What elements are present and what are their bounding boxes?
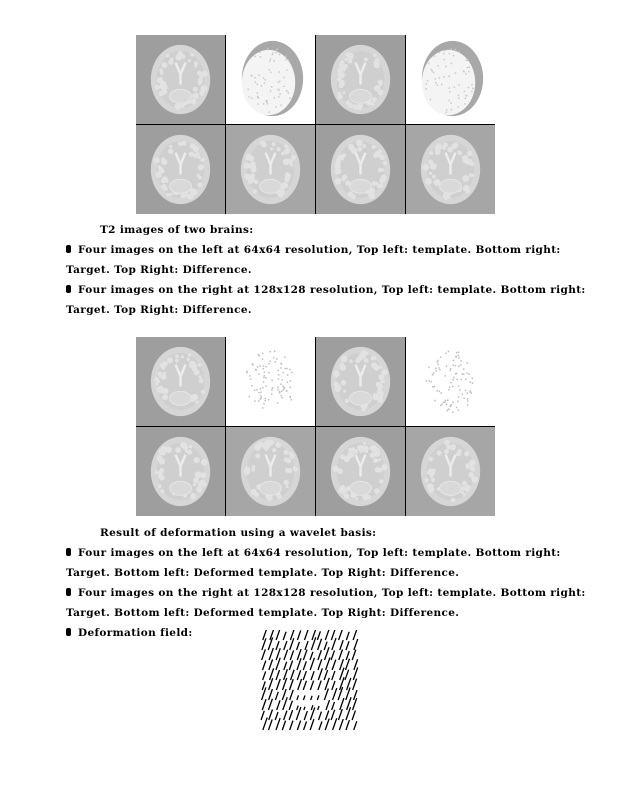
field-vector [282, 689, 286, 700]
field-vector [333, 718, 337, 730]
brain-slice-image [316, 337, 405, 426]
brain-slice-image [226, 125, 315, 214]
field-vector [304, 722, 307, 730]
field-vector [345, 670, 349, 680]
figure2-image-grid [136, 337, 495, 516]
figure1-panel [136, 124, 225, 214]
figure1-panel [315, 35, 405, 124]
field-vector [332, 702, 335, 710]
field-vector [283, 632, 286, 640]
field-vector [353, 679, 357, 690]
figure1-image-grid [136, 35, 495, 214]
field-vector [297, 695, 299, 700]
field-vector [290, 721, 293, 730]
field-vector [269, 709, 273, 720]
field-vector [326, 700, 329, 710]
field-vector [339, 719, 343, 730]
bullet-icon [66, 245, 71, 253]
figure1-bullet-2-cont: Target. Top Right: Difference. [66, 304, 252, 316]
cerebellum [170, 391, 192, 405]
cerebellum [260, 179, 282, 193]
field-vector [338, 709, 342, 720]
field-vector [324, 689, 328, 700]
field-vector [326, 657, 330, 670]
field-vector [291, 670, 295, 680]
brain-slice-image [406, 125, 495, 214]
field-vector [311, 671, 314, 680]
field-vector [283, 697, 287, 710]
figure2-bullet-1-cont: Target. Bottom left: Deformed template. Top Right: Difference. [66, 567, 460, 579]
difference-body [242, 50, 295, 115]
figure1-panel [225, 124, 315, 214]
field-vector [310, 719, 314, 730]
field-vector [325, 710, 328, 720]
field-vector [304, 707, 305, 710]
cerebellum [350, 481, 372, 495]
brain-slice-image [316, 35, 405, 124]
figure2-panel [315, 426, 405, 516]
bullet-icon [66, 548, 71, 556]
cerebellum [440, 179, 462, 193]
field-vector [276, 679, 280, 690]
field-vector [263, 661, 266, 670]
field-vector [263, 718, 267, 730]
figure1-panel [405, 124, 495, 214]
cerebellum [350, 179, 372, 193]
field-vector [325, 719, 329, 730]
field-vector [331, 650, 334, 660]
field-vector [284, 641, 287, 650]
field-vector [303, 696, 305, 700]
field-vector [304, 711, 307, 720]
figure2-panel [315, 337, 405, 426]
field-vector [352, 711, 355, 720]
field-vector [346, 641, 349, 650]
figure2-bullet-2 [66, 587, 586, 599]
field-vector [318, 668, 322, 680]
figure2-panel [405, 337, 495, 426]
field-vector [276, 718, 280, 730]
figure1-bullet-2 [66, 284, 586, 296]
bullet-text: Four images on the right at 128x128 resolution, Top left: template. Bottom right: [78, 284, 586, 296]
bullet-text: Four images on the left at 64x64 resolution, Top left: template. Bottom right: [78, 547, 561, 559]
figure2-panel [136, 337, 225, 426]
bullet-text: Four images on the right at 128x128 resolution, Top left: template. Bottom right: [78, 587, 586, 599]
field-vector [303, 681, 306, 690]
figure2-panel [405, 426, 495, 516]
brain-slice-image [226, 427, 315, 516]
brain-slice-image [136, 35, 225, 124]
field-vector [317, 695, 319, 700]
figure1-panel [405, 35, 495, 124]
field-vector [325, 630, 329, 640]
field-vector [340, 640, 343, 650]
field-vector [303, 671, 306, 680]
field-vector [318, 639, 322, 650]
field-vector [289, 661, 292, 670]
field-vector [282, 721, 285, 730]
field-vector [269, 659, 273, 670]
field-vector [332, 681, 335, 690]
field-vector [346, 659, 350, 670]
field-vector [331, 630, 335, 640]
field-vector [354, 639, 358, 650]
field-vector [324, 670, 327, 680]
field-vector [324, 642, 327, 650]
field-vector [269, 648, 273, 660]
bullet-icon [66, 588, 71, 596]
field-vector [262, 699, 266, 710]
field-vector [297, 630, 300, 640]
field-vector [262, 638, 266, 650]
field-vector [311, 696, 312, 700]
figure2-bullet-3 [66, 627, 193, 639]
field-vector [319, 721, 322, 730]
field-vector [284, 650, 288, 660]
brain-slice-image [226, 337, 315, 426]
field-vector [317, 631, 320, 640]
figure2-caption: Result of deformation using a wavelet basis: [100, 527, 377, 539]
field-vector [269, 678, 273, 690]
field-vector [268, 699, 272, 710]
field-vector [269, 689, 273, 700]
field-vector [261, 711, 264, 720]
field-vector [346, 632, 349, 640]
field-vector [276, 641, 279, 650]
figure2-panel [136, 426, 225, 516]
cerebellum [350, 89, 372, 103]
brain-slice-image [406, 35, 495, 124]
field-vector [303, 661, 306, 670]
figure1-panel [136, 35, 225, 124]
field-vector [318, 706, 319, 710]
field-vector [354, 721, 357, 730]
field-vector [289, 710, 292, 720]
field-vector [332, 638, 336, 650]
field-vector [297, 721, 300, 730]
figure1-bullet-1 [66, 244, 561, 256]
cerebellum [170, 179, 192, 193]
field-vector [290, 690, 294, 700]
field-vector [310, 681, 313, 690]
figure2-panel [225, 337, 315, 426]
field-vector [284, 662, 287, 670]
field-vector [275, 712, 278, 720]
cerebellum [440, 481, 462, 495]
field-vector [276, 630, 280, 640]
field-vector [262, 649, 266, 660]
field-vector [311, 705, 313, 710]
field-vector [297, 670, 300, 680]
field-vector [304, 630, 308, 640]
bullet-icon [66, 285, 71, 293]
brain-slice-image [406, 337, 495, 426]
figure1-panel [225, 35, 315, 124]
figure1-caption: T2 images of two brains: [100, 224, 254, 236]
figure2-bullet-1 [66, 547, 561, 559]
field-vector [331, 710, 335, 720]
field-vector [340, 698, 344, 710]
bullet-icon [66, 628, 71, 636]
bullet-text: Four images on the left at 64x64 resolution, Top left: template. Bottom right: [78, 244, 561, 256]
field-vector [297, 706, 299, 710]
figure1-bullet-1-cont: Target. Top Right: Difference. [66, 264, 252, 276]
field-vector [290, 650, 293, 660]
figure1-panel [315, 124, 405, 214]
field-vector [268, 719, 272, 730]
field-vector [332, 671, 335, 680]
brain-slice-image [316, 125, 405, 214]
field-vector [276, 670, 279, 680]
brain-slice-image [136, 337, 225, 426]
cerebellum [350, 391, 372, 405]
field-vector [305, 641, 308, 650]
field-vector [339, 649, 343, 660]
field-vector [289, 701, 292, 710]
field-vector [263, 671, 266, 680]
field-vector [303, 650, 307, 660]
field-vector [346, 720, 349, 730]
figure2-panel [225, 426, 315, 516]
cerebellum [260, 481, 282, 495]
cerebellum [170, 481, 192, 495]
field-vector [284, 711, 287, 720]
field-vector [275, 692, 278, 700]
field-vector [339, 630, 343, 640]
field-vector [318, 659, 322, 670]
field-vector [332, 660, 336, 670]
cerebellum [170, 89, 192, 103]
field-vector [333, 688, 337, 700]
field-vector [318, 681, 321, 690]
field-vector [277, 700, 280, 710]
brain-slice-image [406, 427, 495, 516]
brain-slice-image [136, 427, 225, 516]
field-vector [289, 679, 293, 690]
field-vector [319, 712, 322, 720]
brain-slice-image [316, 427, 405, 516]
bullet-text: Deformation field: [78, 627, 193, 639]
field-vector [270, 668, 274, 680]
brain-slice-image [136, 125, 225, 214]
field-vector [352, 650, 356, 660]
field-vector [310, 652, 313, 660]
brain-slice-image [226, 35, 315, 124]
field-vector [325, 647, 329, 660]
field-vector [298, 679, 302, 690]
deformation-field-plot [258, 630, 360, 736]
field-vector [340, 659, 344, 670]
field-vector [318, 650, 321, 660]
figure2-bullet-2-cont: Target. Bottom left: Deformed template. Top Right: Difference. [66, 607, 460, 619]
difference-body [422, 50, 475, 115]
field-vector [297, 642, 300, 650]
field-vector [325, 678, 329, 690]
field-vector [353, 630, 357, 640]
